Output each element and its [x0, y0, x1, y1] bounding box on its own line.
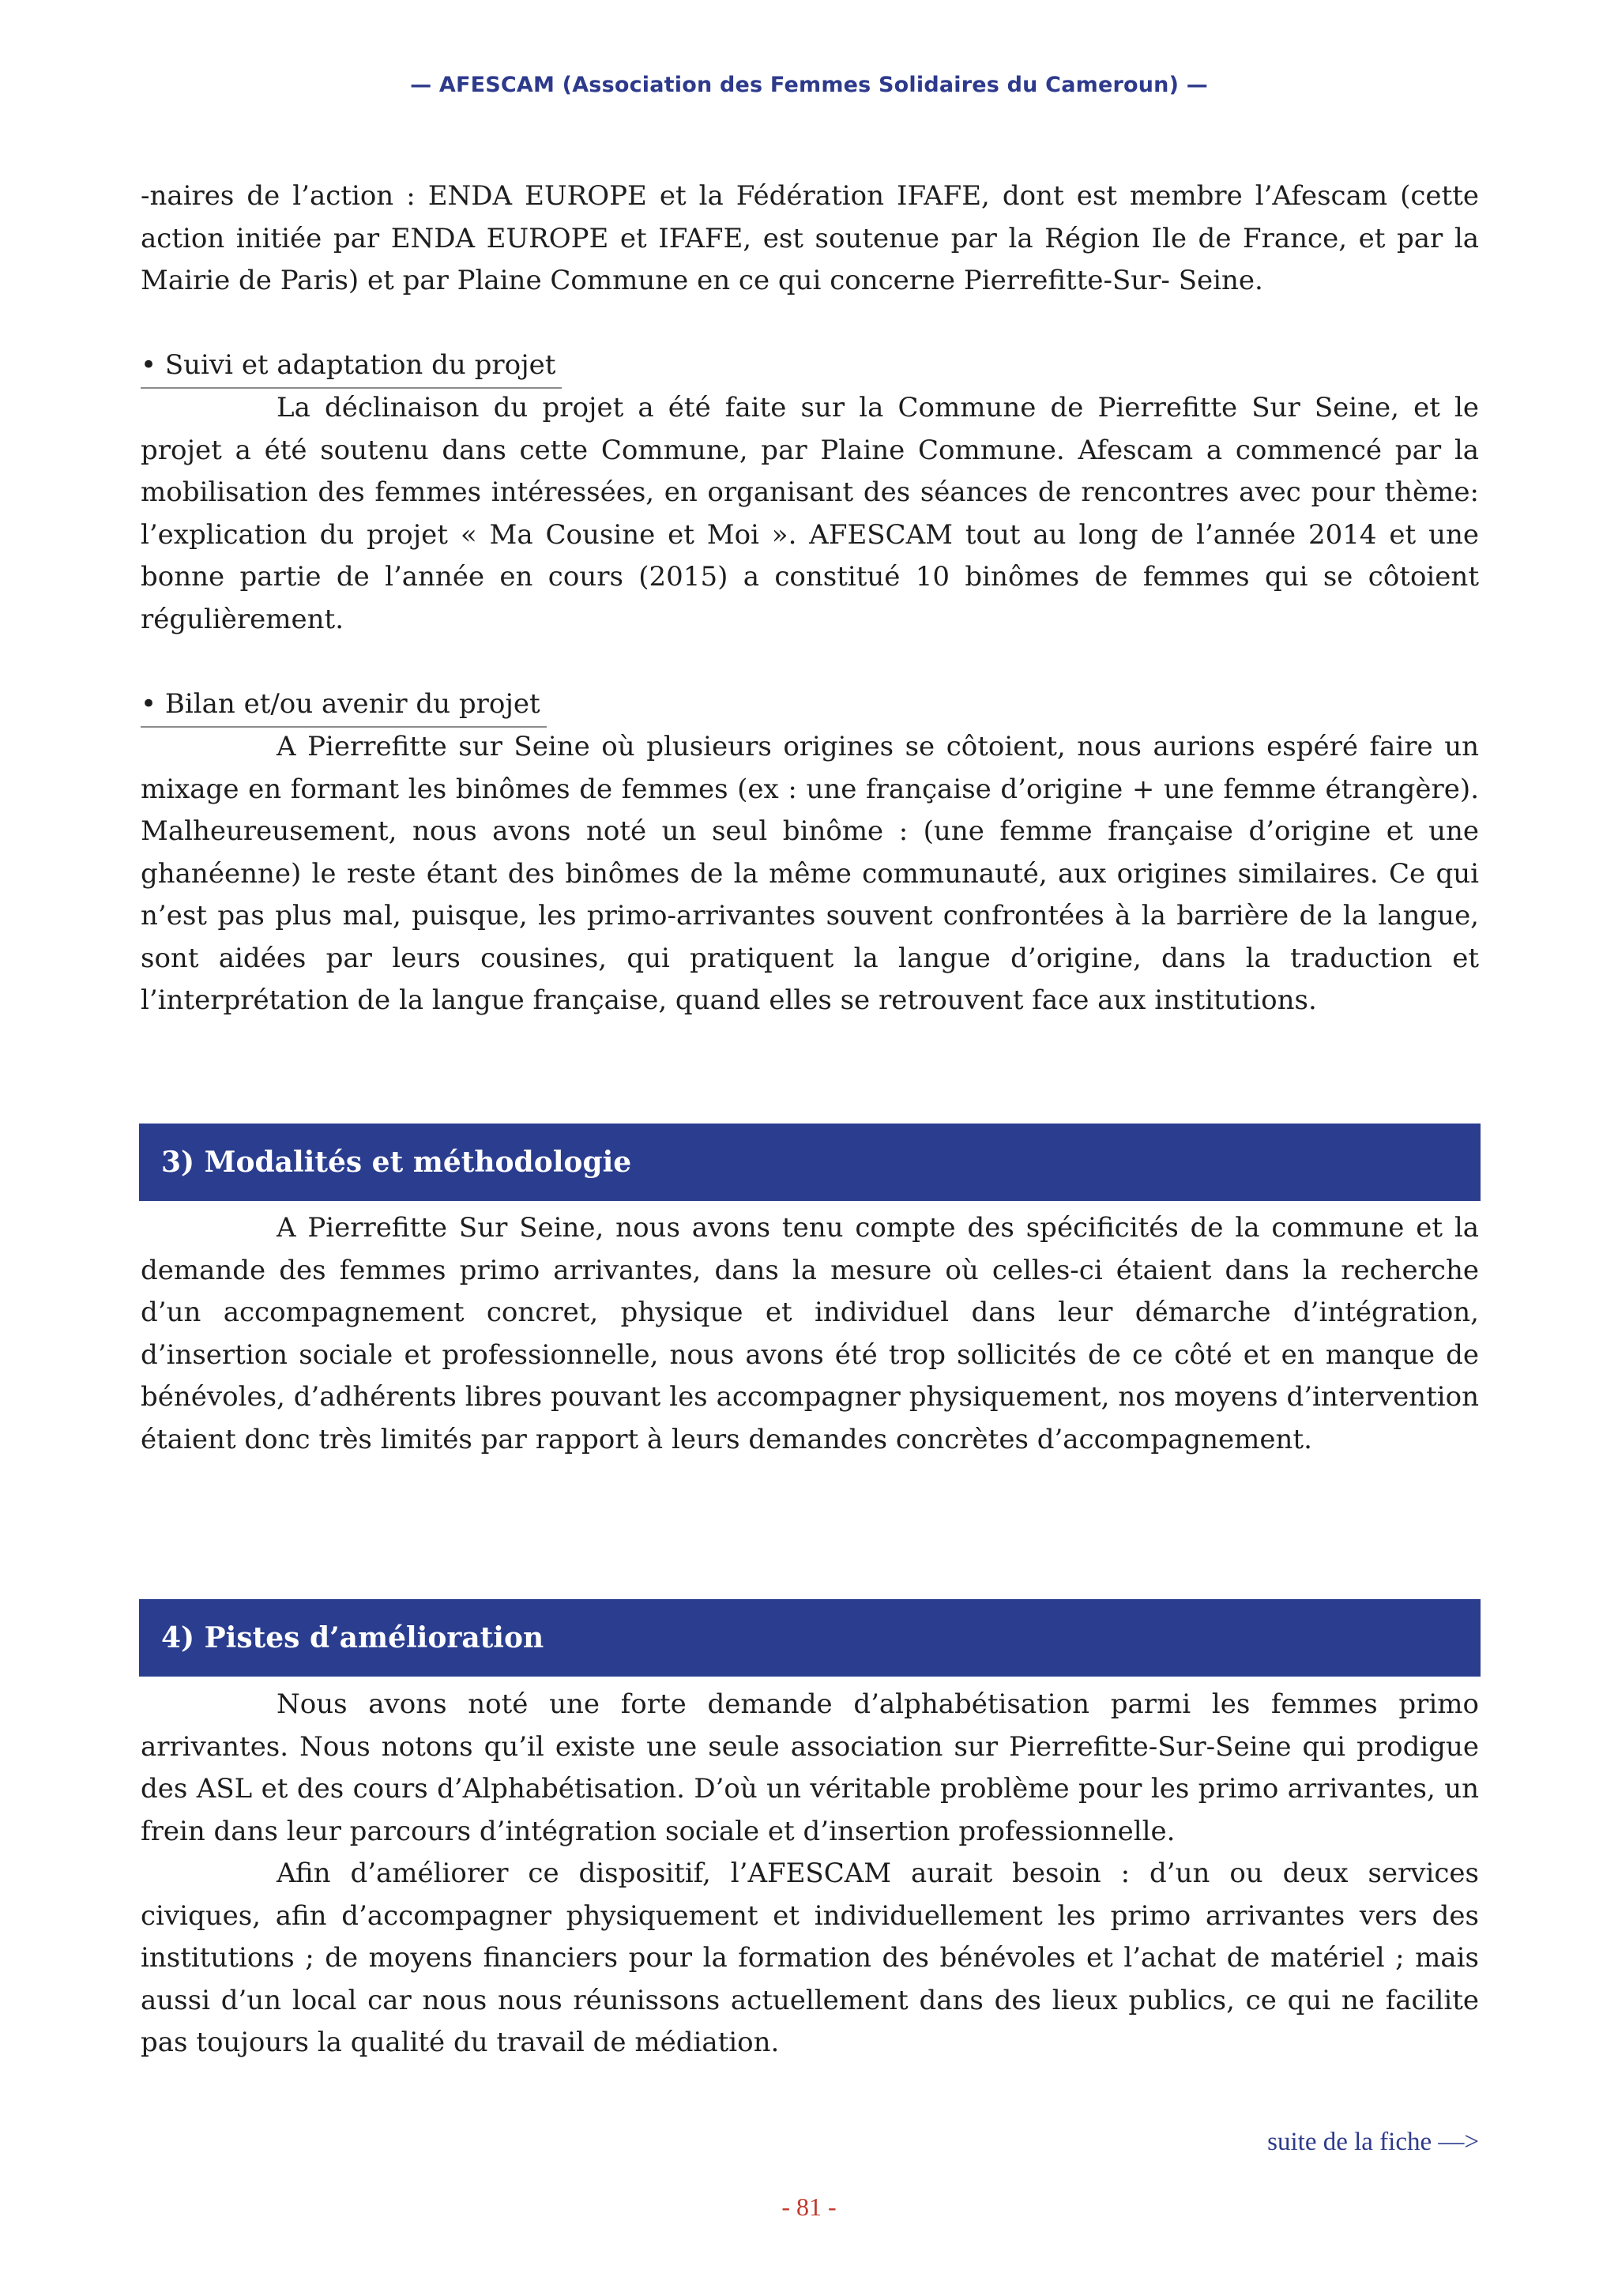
running-header: — AFESCAM (Association des Femmes Solidaires du Cameroun) — [410, 73, 1208, 97]
page-number: - 81 - [781, 2192, 837, 2221]
section-heading-modalites: 3) Modalités et méthodologie [139, 1124, 1481, 1201]
pistes-paragraph-1 [141, 1684, 1479, 1853]
subheading-suivi: • Suivi et adaptation du projet [141, 344, 562, 389]
modalites-paragraph [141, 1207, 1479, 1461]
pistes-paragraph-2 [141, 1853, 1479, 2065]
bilan-text: A Pierrefitte sur Seine où plusieurs origines se côtoient, nous aurions espéré faire un mixage en formant les binômes de femmes (ex : une française d’origine + une femme étrangère). Malheureusement, nous avons noté un seul binôme : (une femme française d’origine et une ghanéenne) le reste étant des binômes de la même communauté, aux origines similaires. Ce qui n’est pas plus mal, puisque, les primo-arrivantes souvent confrontées à la barrière de la langue, sont aidées par leurs cousines, qui pratiquent la langue d’origine, dans la traduction et l’interprétation de la langue française, quand elles se retrouvent face aux institutions. [141, 731, 1479, 1016]
bilan-paragraph [141, 726, 1479, 1022]
suivi-text: La déclinaison du projet a été faite sur la Commune de Pierrefitte Sur Seine, et le projet a été soutenu dans cette Commune, par Plaine Commune. Afescam a commencé par la mobilisation des femmes intéressées, en organisant des séances de rencontres avec pour thème: l’explication du projet « Ma Cousine et Moi ». AFESCAM tout au long de l’année 2014 et une bonne partie de l’année en cours (2015) a constitué 10 binômes de femmes qui se côtoient régulièrement. [141, 392, 1479, 635]
pistes-block [141, 1684, 1479, 2065]
pistes-text-2: Afin d’améliorer ce dispositif, l’AFESCAM aurait besoin : d’un ou deux services civiques, afin d’accompagner physiquement et individuellement les primo arrivantes vers des institutions ; de moyens financiers pour la formation des bénévoles et l’achat de matériel ; mais aussi d’un local car nous nous réunissons actuellement dans des lieux publics, ce qui ne facilite pas toujours la qualité du travail de médiation. [141, 1858, 1479, 2058]
subheading-bilan: • Bilan et/ou avenir du projet [141, 683, 547, 728]
bilan-block [141, 726, 1479, 1022]
suivi-block [141, 387, 1479, 641]
intro-paragraph: -naires de l’action : ENDA EUROPE et la Fédération IFAFE, dont est membre l’Afescam (cette action initiée par ENDA EUROPE et IFAFE, est soutenue par la Région Ile de France, et par la Mairie de Paris) et par Plaine Commune en ce qui concerne Pierrefitte-Sur- Seine. [141, 180, 1479, 296]
modalites-text: A Pierrefitte Sur Seine, nous avons tenu compte des spécificités de la commune et la demande des femmes primo arrivantes, dans la mesure où celles-ci étaient dans la recherche d’un accompagnement concret, physique et individuel dans leur démarche d’intégration, d’insertion sociale et professionnelle, nous avons été trop sollicités de ce côté et en manque de bénévoles, d’adhérents libres pouvant les accompagner physiquement, nos moyens d’intervention étaient donc très limités par rapport à leurs demandes concrètes d’accompagnement. [141, 1212, 1479, 1455]
section-heading-pistes: 4) Pistes d’amélioration [139, 1599, 1481, 1677]
suivi-paragraph [141, 387, 1479, 641]
intro-block [141, 175, 1479, 303]
continuation-note: suite de la fiche —> [1267, 2128, 1479, 2156]
pistes-text-1: Nous avons noté une forte demande d’alphabétisation parmi les femmes primo arrivantes. Nous notons qu’il existe une seule association sur Pierrefitte-Sur-Seine qui prodigue des ASL et des cours d’Alphabétisation. D’où un véritable problème pour les primo arrivantes, un frein dans leur parcours d’intégration sociale et d’insertion professionnelle. [141, 1688, 1479, 1847]
modalites-block [141, 1207, 1479, 1461]
